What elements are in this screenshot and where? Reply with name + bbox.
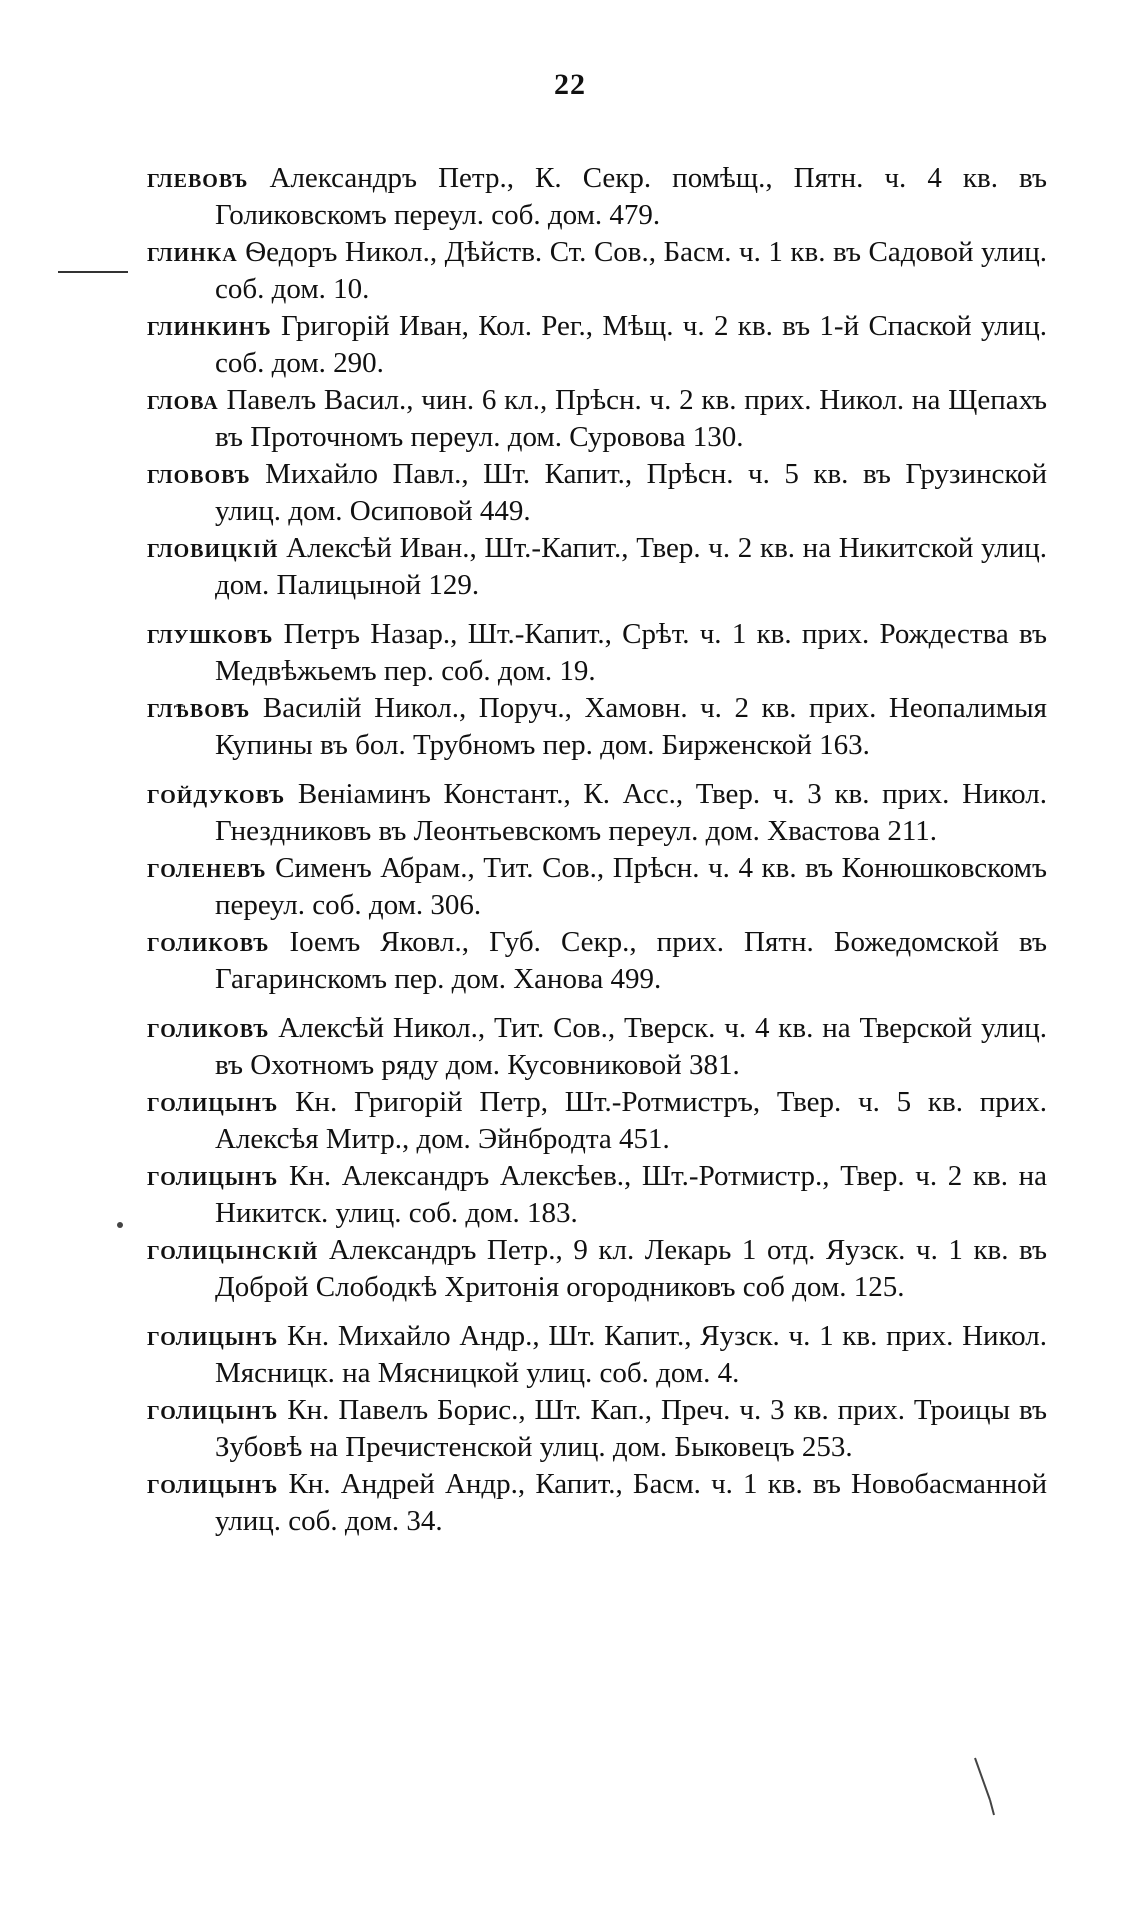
directory-entry — [147, 1158, 1047, 1232]
entry-details: Михайло Павл., Шт. Капит., Прѣсн. ч. 5 кв. въ Грузинской улиц. дом. Осиповой 449. — [215, 458, 1047, 527]
entry-surname: глововъ — [147, 458, 251, 490]
entry-surname: глевовъ — [147, 162, 249, 194]
entry-surname: глушковъ — [147, 618, 274, 650]
directory-entry — [147, 1318, 1047, 1392]
entry-surname: голиковъ — [147, 926, 270, 958]
entry-surname: гойдуковъ — [147, 778, 286, 810]
entry-surname: голиковъ — [147, 1012, 270, 1044]
directory-entry — [147, 530, 1047, 604]
entry-details: Ѳедоръ Никол., Дѣйств. Ст. Сов., Басм. ч. 1 кв. въ Садовой улиц. соб. дом. 10. — [215, 236, 1048, 305]
entry-details: Веніаминъ Констант., К. Асс., Твер. ч. 3 кв. прих. Никол. Гнездниковъ въ Леонтьевскомъ переул. дом. Хвастова 211. — [215, 778, 1048, 847]
entry-details: Алексѣй Никол., Тит. Сов., Тверск. ч. 4 кв. на Тверской улиц. въ Охотномъ ряду дом. Кусовниковой 381. — [215, 1012, 1048, 1081]
entry-surname: голицынъ — [147, 1320, 279, 1352]
directory-entry — [147, 160, 1047, 234]
page-number: 22 — [554, 68, 586, 101]
directory-entries — [147, 160, 1047, 1540]
entry-details: Александръ Петр., К. Секр. помѣщ., Пятн. ч. 4 кв. въ Голиковскомъ переул. соб. дом. 479. — [215, 162, 1047, 231]
margin-dot-mark — [117, 1222, 123, 1228]
entry-surname: голицынъ — [147, 1394, 279, 1426]
entry-surname: гловицкій — [147, 532, 279, 564]
entry-surname: голицынъ — [147, 1160, 279, 1192]
entry-surname: глинка — [147, 236, 238, 268]
entry-details: Іоемъ Яковл., Губ. Секр., прих. Пятн. Божедомской въ Гагаринскомъ пер. дом. Ханова 499. — [215, 926, 1048, 995]
entry-surname: голицынъ — [147, 1086, 279, 1118]
directory-entry — [147, 234, 1047, 308]
entry-details: Павелъ Васил., чин. 6 кл., Прѣсн. ч. 2 кв. прих. Никол. на Щепахъ въ Проточномъ переул. дом. Суровова 130. — [215, 384, 1047, 453]
directory-entry — [147, 456, 1047, 530]
entry-details: Кн. Григорій Петр, Шт.-Ротмистръ, Твер. ч. 5 кв. прих. Алексѣя Митр., дом. Эйнбродта 451. — [215, 1086, 1047, 1155]
entry-details: Кн. Михайло Андр., Шт. Капит., Яузск. ч. 1 кв. прих. Никол. Мясницк. на Мясницкой улиц. соб. дом. 4. — [215, 1320, 1047, 1389]
entry-details: Кн. Александръ Алексѣев., Шт.-Ротмистр., Твер. ч. 2 кв. на Никитск. улиц. соб. дом. 183. — [215, 1160, 1048, 1229]
entry-details: Сименъ Абрам., Тит. Сов., Прѣсн. ч. 4 кв. въ Конюшковскомъ переул. соб. дом. 306. — [215, 852, 1048, 921]
margin-stroke-mark — [990, 1800, 994, 1815]
entry-surname: голеневъ — [147, 852, 267, 884]
entry-surname: голицынскій — [147, 1234, 319, 1266]
entry-surname: голицынъ — [147, 1468, 279, 1500]
entry-details: Александръ Петр., 9 кл. Лекарь 1 отд. Яузск. ч. 1 кв. въ Доброй Слободкѣ Хритонія огородниковъ соб дом. 125. — [215, 1234, 1047, 1303]
entry-details: Алексѣй Иван., Шт.-Капит., Твер. ч. 2 кв. на Никитской улиц. дом. Палицыной 129. — [215, 532, 1047, 601]
entry-details: Петръ Назар., Шт.-Капит., Срѣт. ч. 1 кв. прих. Рождества въ Медвѣжьемъ пер. соб. дом. 19. — [215, 618, 1047, 687]
entry-surname: глинкинъ — [147, 310, 272, 342]
margin-stroke-mark — [975, 1758, 990, 1800]
entry-details: Кн. Андрей Андр., Капит., Басм. ч. 1 кв. въ Новобасманной улиц. соб. дом. 34. — [215, 1468, 1047, 1537]
directory-entry — [147, 308, 1047, 382]
entry-surname: глова — [147, 384, 219, 416]
entry-details: Василій Никол., Поруч., Хамовн. ч. 2 кв. прих. Неопалимыя Купины въ бол. Трубномъ пер. дом. Бирженской 163. — [215, 692, 1047, 761]
directory-entry — [147, 1232, 1047, 1306]
directory-entry — [147, 382, 1047, 456]
directory-entry — [147, 1010, 1047, 1084]
entry-surname: глѣвовъ — [147, 692, 251, 724]
entry-details: Кн. Павелъ Борис., Шт. Кап., Преч. ч. 3 кв. прих. Троицы въ Зубовѣ на Пречистенской улиц. дом. Быковецъ 253. — [215, 1394, 1048, 1463]
directory-entry — [147, 850, 1047, 924]
directory-entry — [147, 924, 1047, 998]
directory-entry — [147, 616, 1047, 690]
directory-entry — [147, 776, 1047, 850]
directory-entry — [147, 1392, 1047, 1466]
directory-entry — [147, 1084, 1047, 1158]
entry-details: Григорій Иван, Кол. Рег., Мѣщ. ч. 2 кв. въ 1-й Спаской улиц. соб. дом. 290. — [215, 310, 1047, 379]
directory-entry — [147, 1466, 1047, 1540]
directory-entry — [147, 690, 1047, 764]
